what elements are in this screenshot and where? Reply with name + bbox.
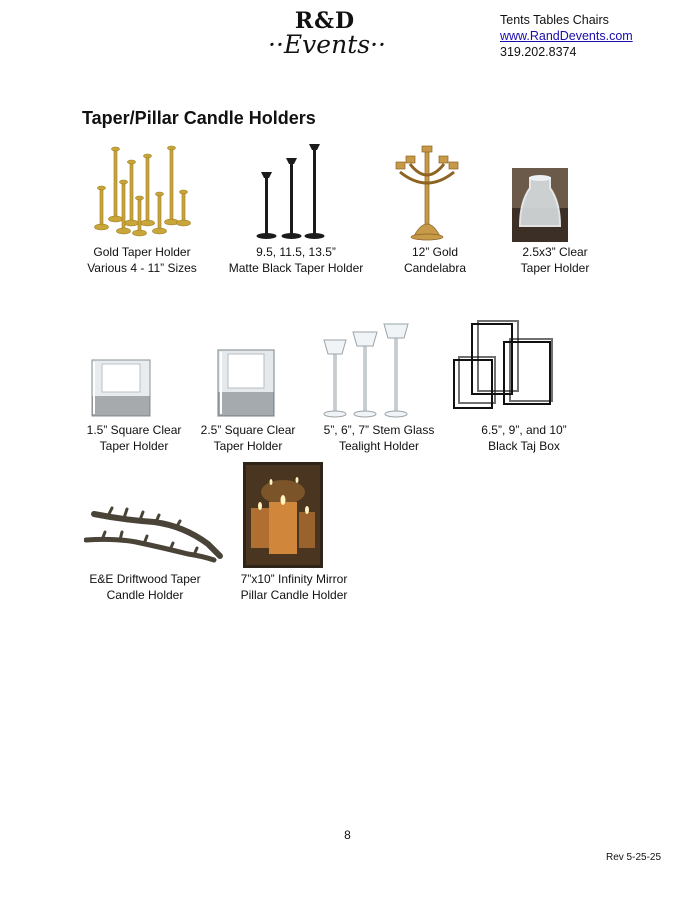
phone-number: 319.202.8374 [500,45,577,59]
page-number: 8 [344,828,351,842]
caption-line: Candelabra [403,261,467,275]
caption-line: Taper Holder [213,439,283,453]
caption-line: Gold Taper Holder [93,245,191,259]
square-clear-taper-holder-large-image [216,346,276,420]
caption-line: Various 4 - 11” Sizes [87,261,197,275]
caption-line: Tealight Holder [338,439,420,453]
caption-line: 6.5”, 9”, and 10” [481,423,567,437]
caption-square-clear-large [196,422,300,454]
caption-stem-glass [318,422,440,454]
driftwood-taper-holder-image [84,500,224,570]
square-clear-taper-holder-small-image [88,352,154,420]
caption-line: E&E Driftwood Taper [89,572,201,586]
caption-line: Black Taj Box [488,439,560,453]
caption-line: 12” Gold [411,245,459,259]
contact-block [500,12,633,60]
caption-line: Pillar Candle Holder [240,588,348,602]
gold-candelabra-image [390,142,464,242]
caption-black-taj-box [466,422,582,454]
black-taj-box-image [450,320,556,412]
caption-line: Matte Black Taper Holder [228,261,364,275]
caption-gold-candelabra [390,244,480,276]
logo-rd-text: R&D [294,8,356,34]
stem-glass-tealight-holder-image [320,322,412,420]
caption-line: 2.5” Square Clear [200,423,296,437]
infinity-mirror-pillar-holder-image [243,462,323,568]
caption-line: Candle Holder [106,588,184,602]
caption-line: Taper Holder [520,261,590,275]
gold-taper-holder-image [88,144,196,242]
revision-label: Rev 5-25-25 [606,852,662,863]
matte-black-taper-holder-image [250,142,330,242]
clear-glass-taper-holder-image [512,168,568,242]
caption-matte-black-taper-holder [224,244,368,276]
caption-line: Taper Holder [99,439,169,453]
caption-line: 1.5” Square Clear [86,423,182,437]
logo-events-text: ··Events·· [268,30,386,59]
caption-square-clear-small [82,422,186,454]
caption-line: 7”x10” Infinity Mirror [240,572,348,586]
caption-infinity-mirror [228,571,360,603]
section-title: Taper/Pillar Candle Holders [82,108,316,128]
caption-driftwood-taper [82,571,208,603]
contact-tagline: Tents Tables Chairs [500,13,609,27]
caption-line: 2.5x3” Clear [522,245,588,259]
caption-clear-taper-holder [505,244,605,276]
caption-line: 9.5, 11.5, 13.5” [256,245,336,259]
caption-line: 5”, 6”, 7” Stem Glass [323,423,435,437]
website-link[interactable]: www.RandDevents.com [500,29,633,43]
caption-gold-taper-holder [82,244,202,276]
